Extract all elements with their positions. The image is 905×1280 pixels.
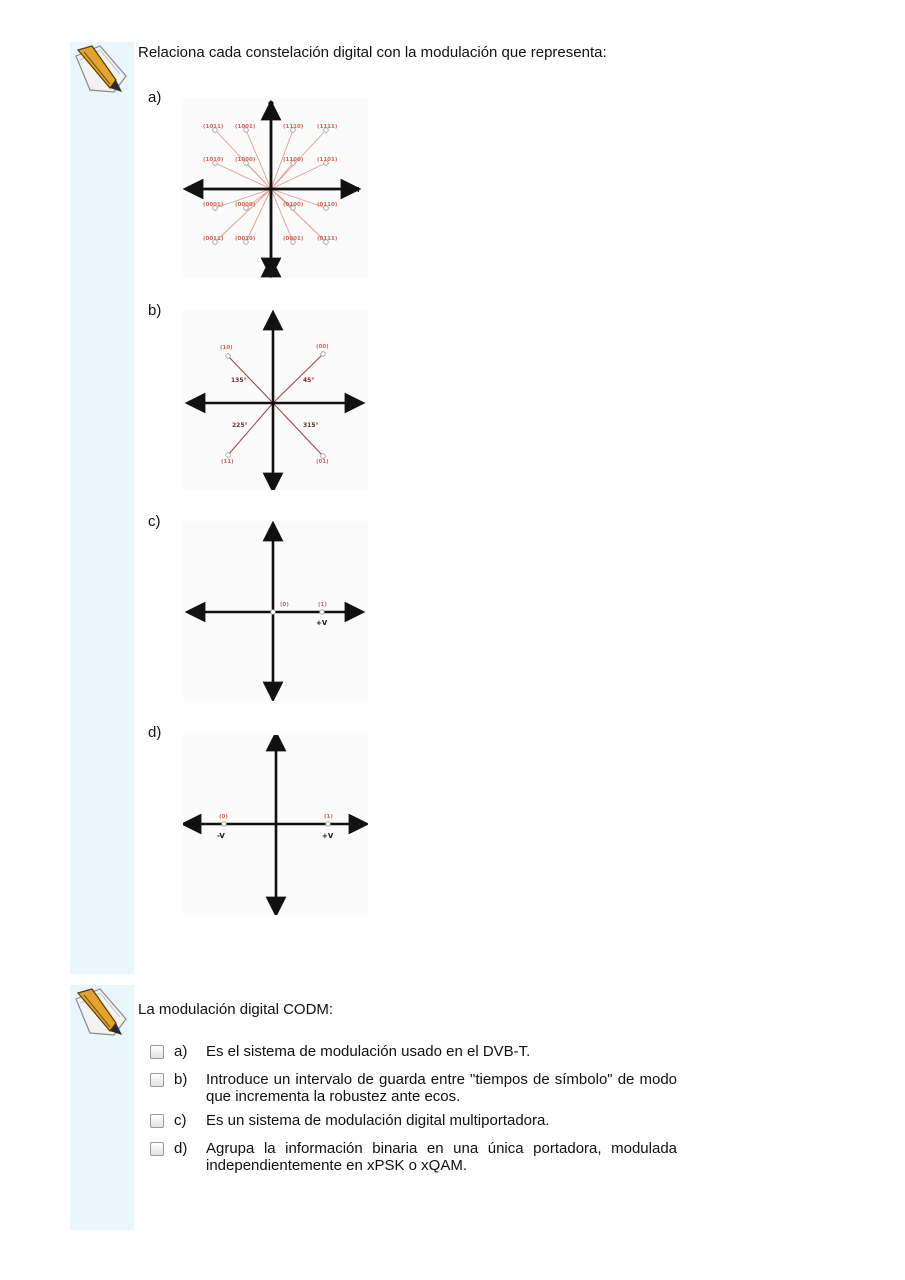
axis-i-label: I bbox=[357, 186, 360, 194]
answer-letter: a) bbox=[174, 1043, 188, 1060]
answer-text: Agrupa la información binaria en una única portadora, modulada independientemente en xPSK o xQAM. bbox=[206, 1140, 677, 1174]
answer-text: Es el sistema de modulación usado en el DVB-T. bbox=[206, 1043, 531, 1060]
item-letter-d: d) bbox=[148, 724, 162, 741]
answer-letter: d) bbox=[174, 1140, 188, 1157]
answer-letter: b) bbox=[174, 1071, 188, 1088]
answer-checkbox[interactable] bbox=[150, 1114, 164, 1128]
point-label: (0010) bbox=[235, 236, 256, 242]
answer-option-b[interactable] bbox=[150, 1071, 677, 1105]
point-label: (1111) bbox=[317, 124, 338, 130]
answer-checkbox[interactable] bbox=[150, 1073, 164, 1087]
point-label: (0011) bbox=[203, 236, 224, 242]
answer-option-c[interactable] bbox=[150, 1112, 677, 1129]
angle-label: 135° bbox=[231, 377, 247, 384]
angle-label: 45° bbox=[303, 377, 315, 384]
answer-text: Introduce un intervalo de guarda entre "tiempos de símbolo" de modo que incrementa la robustez ante ecos. bbox=[206, 1071, 677, 1105]
item-letter-c: c) bbox=[148, 513, 161, 530]
pen-paper-icon bbox=[70, 985, 134, 1037]
answer-option-a[interactable] bbox=[150, 1043, 677, 1060]
question-1-strip bbox=[70, 42, 134, 974]
point-label: (10) bbox=[220, 345, 233, 351]
answer-checkbox[interactable] bbox=[150, 1045, 164, 1059]
angle-label: 225° bbox=[232, 422, 248, 429]
axis-q-label: Q bbox=[270, 524, 276, 532]
axis-q-label: Q bbox=[270, 314, 276, 322]
axis-i-label: I bbox=[357, 400, 360, 408]
point-label: (1011) bbox=[203, 124, 224, 130]
point-label: (1110) bbox=[283, 124, 304, 130]
item-letter-b: b) bbox=[148, 302, 162, 319]
point-label: (1) bbox=[318, 602, 327, 608]
axis-q-label: Q bbox=[268, 100, 274, 108]
answer-checkbox[interactable] bbox=[150, 1142, 164, 1156]
point-label: (0001) bbox=[283, 236, 304, 242]
point-label: (1100) bbox=[283, 157, 304, 163]
constellation-c-ask bbox=[183, 521, 368, 701]
amplitude-label: -V bbox=[217, 832, 225, 840]
point-label: (01) bbox=[316, 459, 329, 465]
question-2-strip bbox=[70, 985, 134, 1230]
amplitude-label: +V bbox=[316, 619, 328, 627]
point-label: (1101) bbox=[317, 157, 338, 163]
pen-paper-icon bbox=[70, 42, 134, 94]
question-1-prompt: Relaciona cada constelación digital con la modulación que representa: bbox=[138, 44, 607, 61]
point-label: (11) bbox=[221, 459, 234, 465]
angle-label: 315° bbox=[303, 422, 319, 429]
point-label: (0100) bbox=[283, 202, 304, 208]
constellation-d-bpsk bbox=[183, 735, 368, 915]
question-2-prompt: La modulación digital CODM: bbox=[138, 1001, 334, 1018]
constellation-b-qpsk bbox=[183, 310, 368, 490]
constellation-a-16qam bbox=[183, 98, 368, 278]
axis-i-label: I bbox=[357, 609, 360, 617]
point-label: (1010) bbox=[203, 157, 224, 163]
point-label: (0) bbox=[219, 814, 228, 820]
point-label: (0111) bbox=[317, 236, 338, 242]
answer-letter: c) bbox=[174, 1112, 187, 1129]
point-label: (0001) bbox=[203, 202, 224, 208]
item-letter-a: a) bbox=[148, 89, 162, 106]
point-label: (0000) bbox=[235, 202, 256, 208]
point-label: (0) bbox=[280, 602, 289, 608]
point-label: (00) bbox=[316, 344, 329, 350]
point-label: (1001) bbox=[235, 124, 256, 130]
point-label: (1) bbox=[324, 814, 333, 820]
answer-text: Es un sistema de modulación digital multiportadora. bbox=[206, 1112, 550, 1129]
amplitude-label: +V bbox=[322, 832, 334, 840]
point-label: (0110) bbox=[317, 202, 338, 208]
point-label: (1000) bbox=[235, 157, 256, 163]
answer-option-d[interactable] bbox=[150, 1140, 677, 1174]
